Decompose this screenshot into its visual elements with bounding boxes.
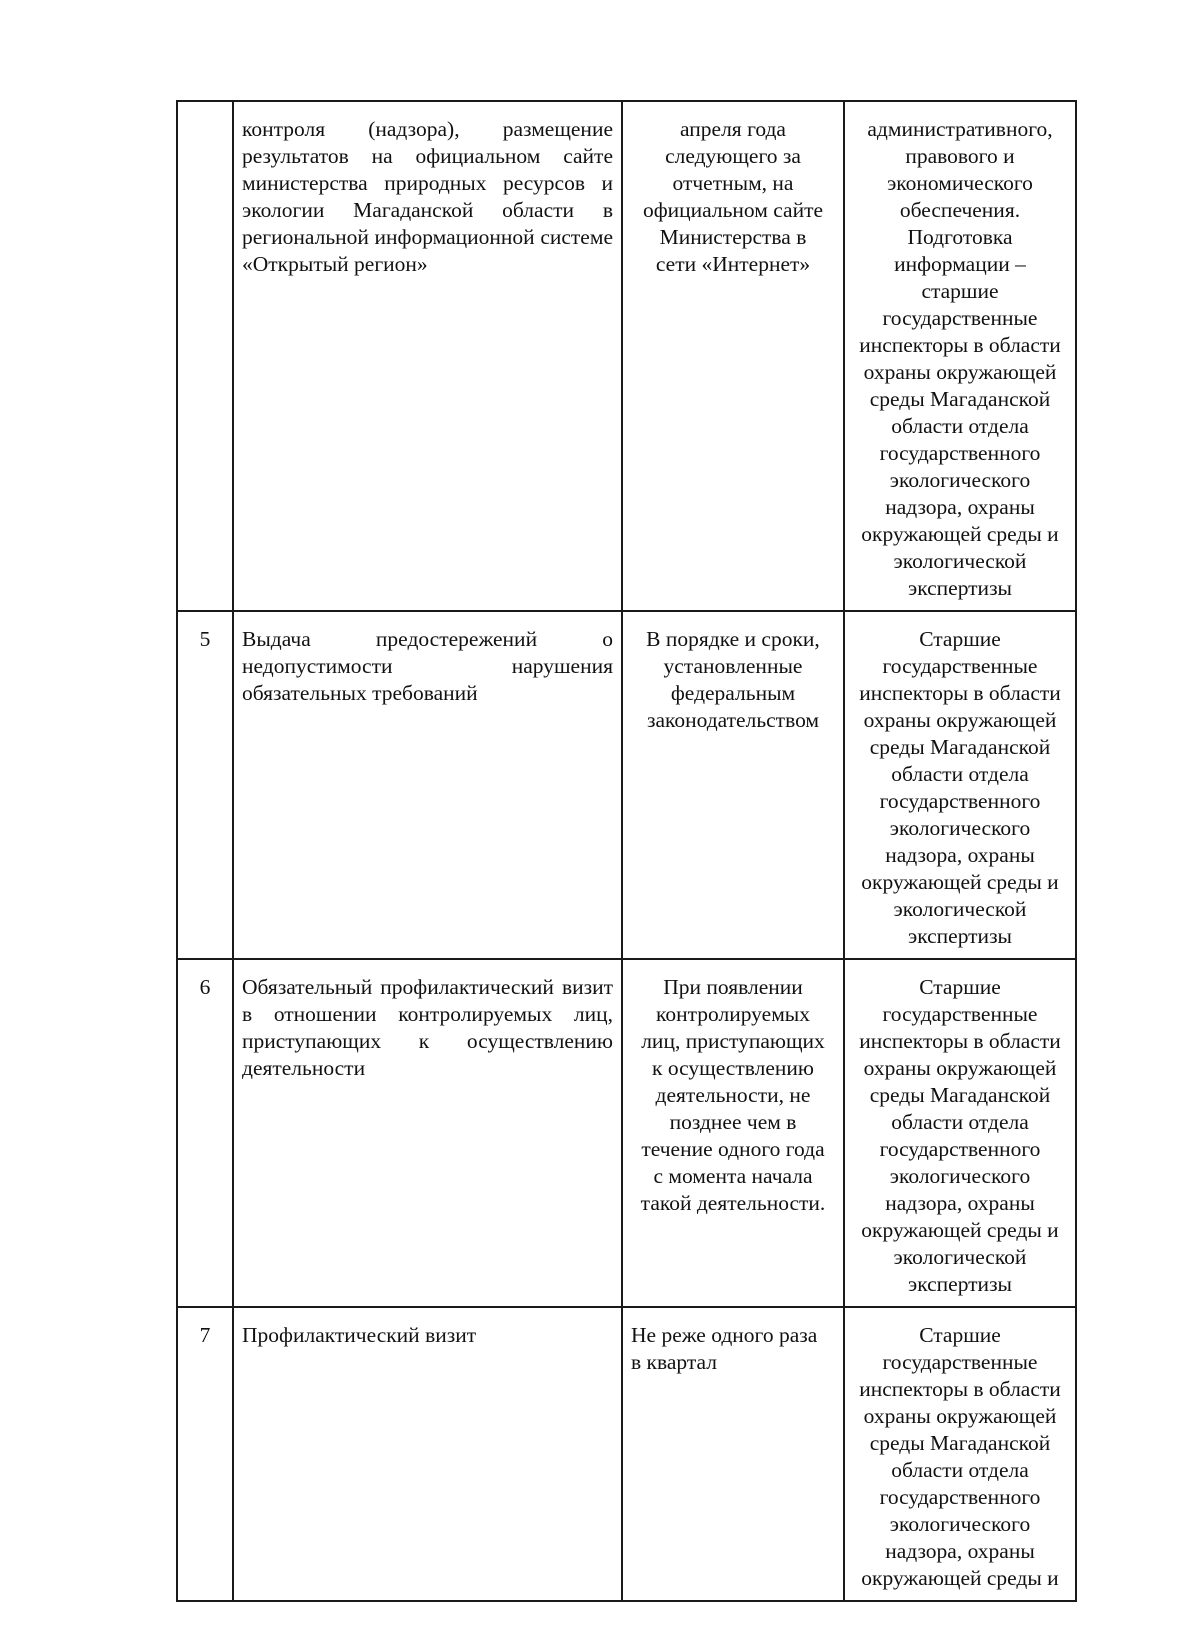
table-row [177,611,1076,959]
row-number-cell: 6 [177,959,233,1307]
table-row [177,101,1076,611]
measure-term-cell: Не реже одного раза в квартал [622,1307,844,1601]
measure-term-cell: При появлении контролируемых лиц, приступающих к осуществлению деятельности, не позднее чем в течение одного года с момента начала такой деятельности. [622,959,844,1307]
measure-name-cell: Профилактический визит [233,1307,622,1601]
row-number-cell: 7 [177,1307,233,1601]
row-number-cell: 5 [177,611,233,959]
row-number-cell [177,101,233,611]
measure-name-cell: Обязательный профилактический визит в отношении контролируемых лиц, приступающих к осуществлению деятельности [233,959,622,1307]
measure-term-cell: апреля года следующего за отчетным, на официальном сайте Министерства в сети «Интернет» [622,101,844,611]
table-row [177,959,1076,1307]
measure-name-cell: контроля (надзора), размещение результатов на официальном сайте министерства природных ресурсов и экологии Магаданской области в региональной информационной системе «Открытый регион» [233,101,622,611]
measure-term-cell: В порядке и сроки, установленные федеральным законодательством [622,611,844,959]
responsible-cell: административного, правового и экономического обеспечения. Подготовка информации – старшие государственные инспекторы в области охраны окружающей среды Магаданской области отдела государственного экологического надзора, охраны окружающей среды и экологической экспертизы [844,101,1076,611]
responsible-cell: Старшие государственные инспекторы в области охраны окружающей среды Магаданской области отдела государственного экологического надзора, охраны окружающей среды и экологической экспертизы [844,611,1076,959]
table-row [177,1307,1076,1601]
responsible-cell: Старшие государственные инспекторы в области охраны окружающей среды Магаданской области отдела государственного экологического надзора, охраны окружающей среды и экологической экспертизы [844,959,1076,1307]
responsible-cell: Старшие государственные инспекторы в области охраны окружающей среды Магаданской области отдела государственного экологического надзора, охраны окружающей среды и [844,1307,1076,1601]
measure-name-cell: Выдача предостережений о недопустимости нарушения обязательных требований [233,611,622,959]
measures-table [176,100,1077,1602]
